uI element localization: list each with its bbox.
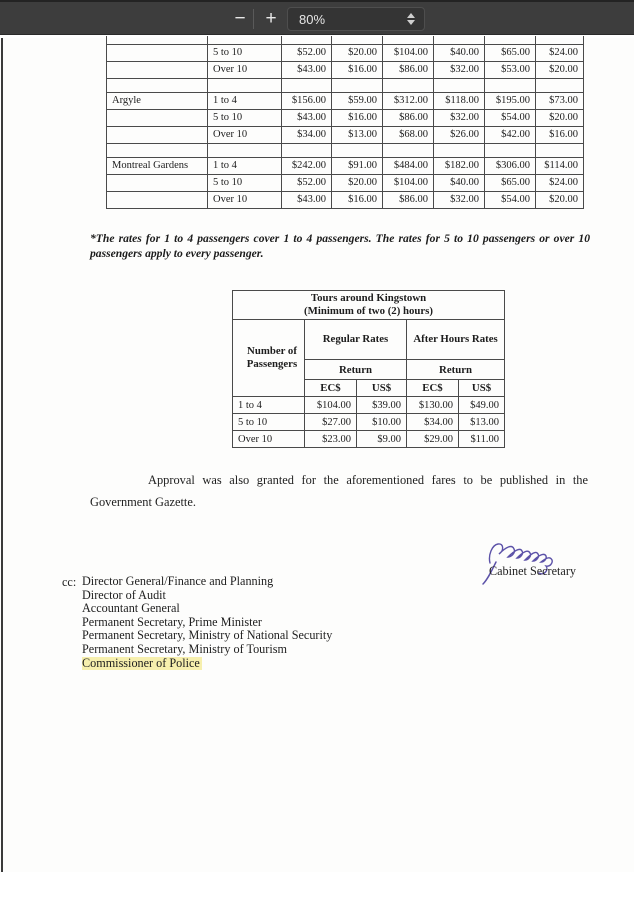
page-left-edge xyxy=(1,38,3,872)
zoom-level-select[interactable] xyxy=(287,7,425,31)
table-row-spacer xyxy=(107,143,584,157)
table-row-spacer xyxy=(107,78,584,92)
table-row: 5 to 10 $43.00 $16.00 $86.00 $32.00 $54.00 $20.00 xyxy=(107,109,584,126)
table-row: Over 10 $23.00 $9.00 $29.00 $11.00 xyxy=(233,431,505,448)
table-row xyxy=(107,36,584,44)
table-row: Argyle 1 to 4 $156.00 $59.00 $312.00 $118.00 $195.00 $73.00 xyxy=(107,92,584,109)
table-header-row xyxy=(233,320,505,360)
table-currency-row: EC$ US$ EC$ US$ xyxy=(233,380,505,397)
table-row: 5 to 10 $52.00 $20.00 $104.00 $40.00 $65.00 $24.00 xyxy=(107,174,584,191)
table-row: Over 10 $43.00 $16.00 $86.00 $32.00 $53.00 $20.00 xyxy=(107,61,584,78)
cc-block xyxy=(62,575,332,670)
kingstown-title: Tours around Kingstown xyxy=(310,291,427,304)
kingstown-subtitle: (Minimum of two (2) hours) xyxy=(304,305,433,317)
cc-item: Permanent Secretary, Ministry of National Security xyxy=(82,628,333,643)
viewer-toolbar xyxy=(0,0,634,35)
table-row: 5 to 10 $52.00 $20.00 $104.00 $40.00 $65.00 $24.00 xyxy=(107,44,584,61)
signature-title: Cabinet Secretary xyxy=(489,564,576,578)
rates-footnote: *The rates for 1 to 4 passengers cover 1 to 4 passengers. The rates for 5 to 10 passengers or over 10 passengers apply to every passenger. xyxy=(90,232,590,261)
cc-item: Director of Audit xyxy=(82,587,166,602)
cc-item-highlighted: Commissioner of Police xyxy=(82,655,200,670)
table-row: Montreal Gardens 1 to 4 $242.00 $91.00 $484.00 $182.00 $306.00 $114.00 xyxy=(107,157,584,174)
cc-prefix: cc: xyxy=(62,575,77,589)
table-return-row: Return Return xyxy=(233,360,505,380)
after-hours-header: After Hours Rates xyxy=(407,320,505,360)
table-row: 1 to 4 $104.00 $39.00 $130.00 $49.00 xyxy=(233,397,505,414)
cc-item: Director General/Finance and Planning xyxy=(82,574,274,588)
updown-arrows-icon xyxy=(407,13,415,25)
cc-item: Permanent Secretary, Ministry of Tourism xyxy=(82,641,287,656)
table-title-row xyxy=(233,291,505,320)
passengers-header: Number of Passengers xyxy=(233,320,305,397)
toolbar-separator xyxy=(253,9,254,29)
zoom-out-button[interactable]: − xyxy=(234,8,246,29)
cc-item: Accountant General xyxy=(82,601,180,616)
regular-rates-header: Regular Rates xyxy=(305,320,407,360)
zoom-level-value: 80% xyxy=(299,11,326,27)
approval-paragraph: Approval was also granted for the aforementioned fares to be published in the Government Gazette. xyxy=(90,473,588,509)
document-page xyxy=(0,38,634,872)
table-row: Over 10 $43.00 $16.00 $86.00 $32.00 $54.00 $20.00 xyxy=(107,191,584,208)
table-row: 5 to 10 $27.00 $10.00 $34.00 $13.00 xyxy=(233,414,505,431)
cc-item: Permanent Secretary, Prime Minister xyxy=(82,614,262,629)
zoom-in-button[interactable]: + xyxy=(265,8,277,29)
table-row: Over 10 $34.00 $13.00 $68.00 $26.00 $42.00 $16.00 xyxy=(107,126,584,143)
kingstown-tours-table xyxy=(232,290,505,448)
tour-rates-table xyxy=(106,36,584,209)
